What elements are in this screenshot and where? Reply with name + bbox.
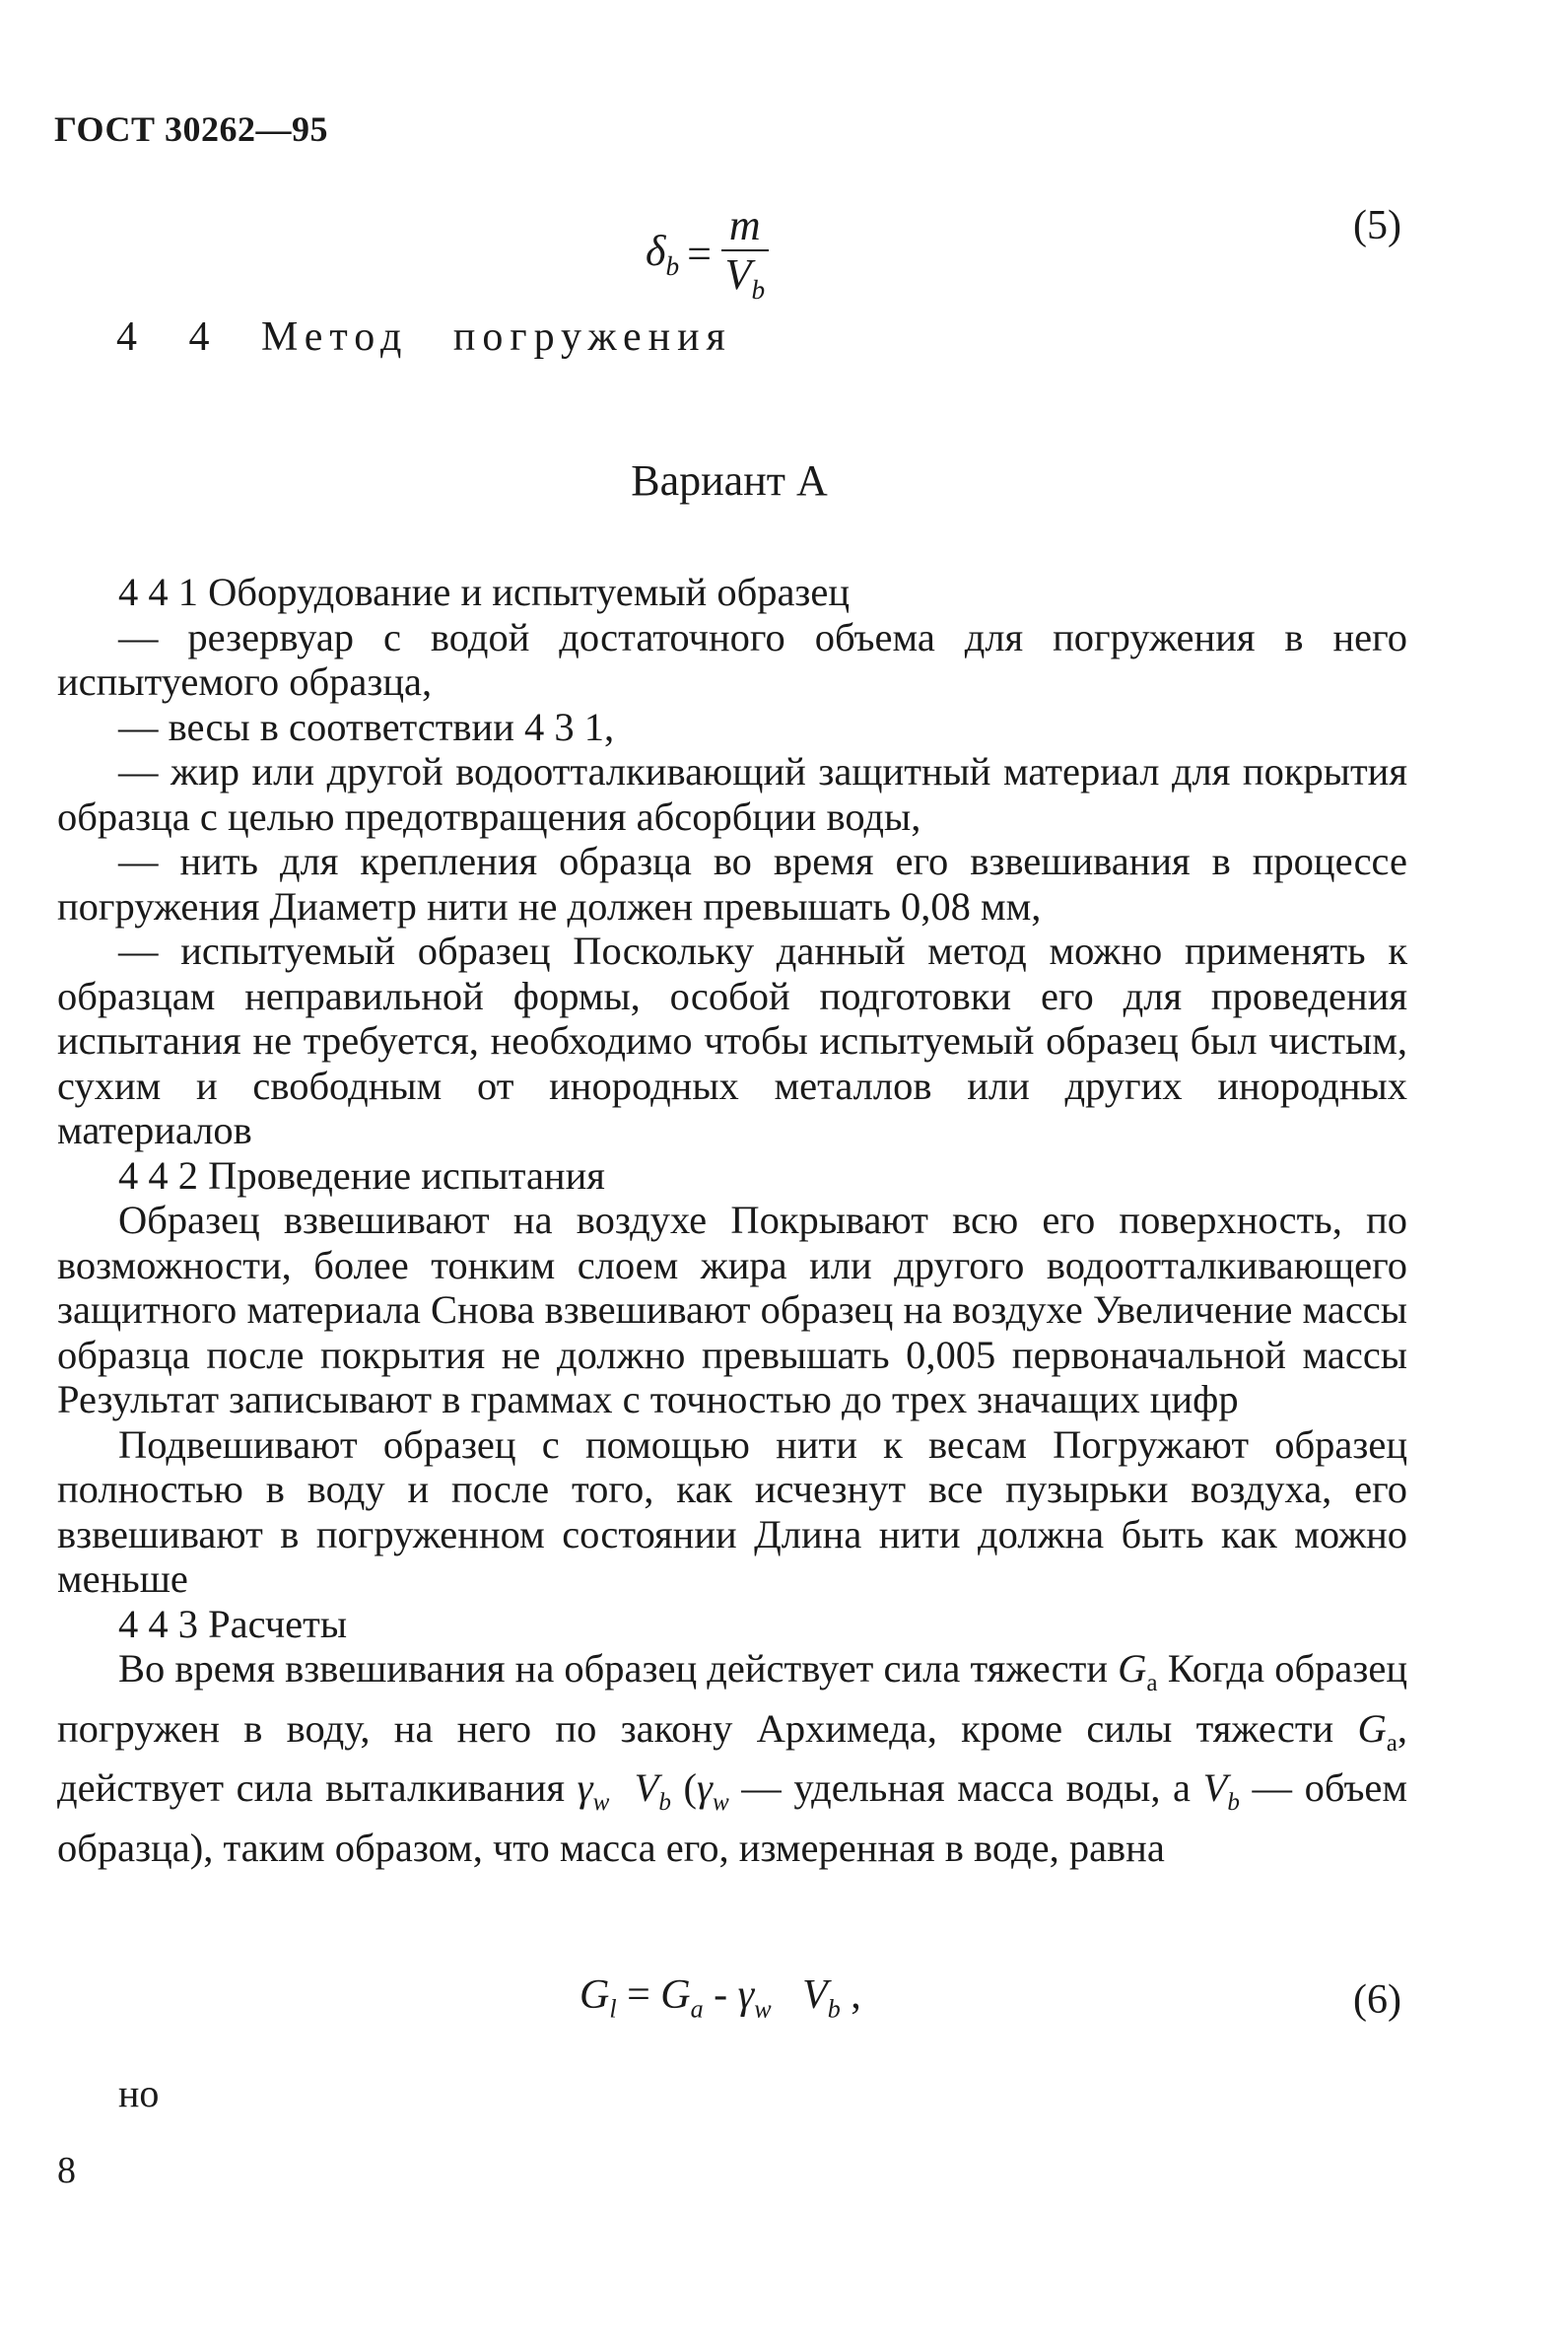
formula-6-number: (6) — [1353, 1977, 1401, 2023]
page-number: 8 — [57, 2150, 76, 2191]
formula-5-eq: = — [687, 229, 712, 278]
calculation-paragraph: Во время взвешивания на образец действует сила тяжести $G_a$ Когда образец погружен в воду, на него по закону Архимеда, кроме силы тяжести $G_a$, действует сила выталкивания $\gamma_w$ $V_b$ ($\gamma_w$ — удельная масса воды, а $V_b$ — объем образца), таким образом, что масса его, измеренная в воде, равна — [57, 1646, 1408, 1870]
equipment-item: — резервуар с водой достаточного объема для погружения в него испытуемого образца, — [57, 614, 1407, 704]
formula-5-lhs: $\delta_b$ — [646, 226, 680, 281]
formula-5-numerator: m — [721, 202, 769, 251]
formula-5-denominator: $V_b$ — [724, 250, 766, 306]
section-441-heading: 4 4 1 Оборудование и испытуемый образец — [118, 570, 851, 614]
document-code: ГОСТ 30262—95 — [54, 109, 328, 149]
formula-5-number: (5) — [1353, 203, 1401, 248]
section-443-heading: 4 4 3 Расчеты — [118, 1601, 348, 1646]
formula-5-fraction — [721, 202, 769, 305]
continuation-word: но — [118, 2071, 160, 2115]
section-442-heading: 4 4 2 Проведение испытания — [118, 1152, 605, 1198]
variant-title: Вариант А — [631, 456, 828, 505]
procedure-paragraph: Подвешивают образец с помощью нити к весам Погружают образец полностью в воду и после того, как исчезнут все пузырьки воздуха, его взвешивают в погруженном состоянии Длина нити должна быть как можно меньше — [57, 1421, 1407, 1601]
formula-6: $G_l = G_a - \gamma_w$ $V_b$ , — [579, 1972, 861, 2024]
formula-5 — [646, 202, 769, 305]
equipment-item: — жир или другой водоотталкивающий защитный материал для покрытия образца с целью предотвращения абсорбции воды, — [57, 749, 1407, 839]
body-text — [57, 570, 1407, 1870]
equipment-item: — нить для крепления образца во время его взвешивания в процессе погружения Диаметр нити не должен превышать 0,08 мм, — [57, 839, 1407, 929]
section-title: 4 4 Метод погружения — [116, 314, 732, 360]
procedure-paragraph: Образец взвешивают на воздухе Покрывают всю его поверхность, по возможности, более тонким слоем жира или другого водоотталкивающего защитного материала Снова взвешивают образец на воздухе Увеличение массы образца после покрытия не должно превышать 0,005 первоначальной массы Результат записывают в граммах с точностью до трех значащих цифр — [57, 1198, 1407, 1421]
equipment-item: — испытуемый образец Поскольку данный метод можно применять к образцам неправильной формы, особой подготовки его для проведения испытания не требуется, необходимо чтобы испытуемый образец был чистым, сухим и свободным от инородных металлов или других инородных материалов — [57, 929, 1407, 1152]
equipment-item: — весы в соответствии 4 3 1, — [118, 704, 615, 749]
